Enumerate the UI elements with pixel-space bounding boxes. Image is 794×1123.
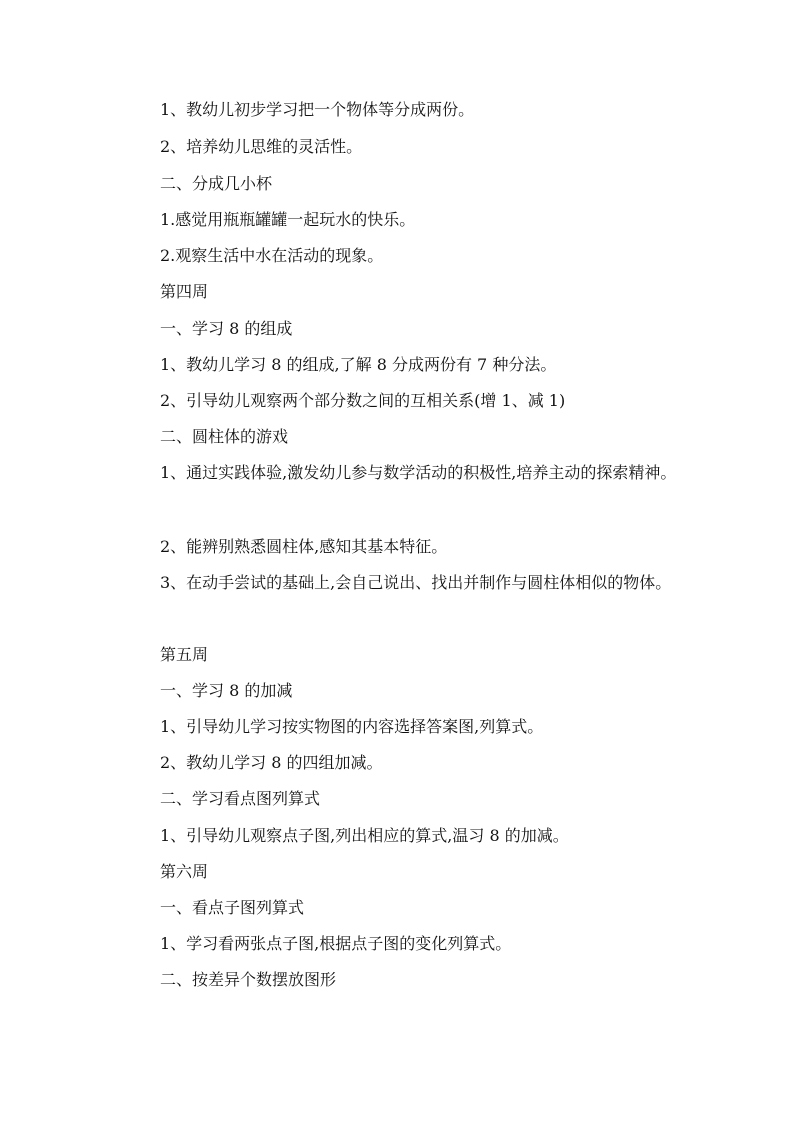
text-line: 2.观察生活中水在活动的现象。 — [160, 246, 384, 265]
week-heading: 第六周 — [160, 862, 209, 881]
section-heading: 一、看点子图列算式 — [160, 898, 305, 917]
section-heading: 二、学习看点图列算式 — [160, 789, 321, 808]
text-paragraph: 1、通过实践体验,激发幼儿参与数学活动的积极性,培养主动的探索精神。 — [160, 463, 677, 482]
text-paragraph: 3、在动手尝试的基础上,会自己说出、找出并制作与圆柱体相似的物体。 — [160, 573, 672, 592]
text-line: 1.感觉用瓶瓶罐罐一起玩水的快乐。 — [160, 210, 416, 229]
text-line: 1、教幼儿初步学习把一个物体等分成两份。 — [160, 100, 475, 119]
week-heading: 第五周 — [160, 645, 209, 664]
week-heading: 第四周 — [160, 282, 209, 301]
text-line: 1、引导幼儿学习按实物图的内容选择答案图,列算式。 — [160, 717, 544, 736]
text-line: 2、教幼儿学习 8 的四组加减。 — [160, 753, 383, 772]
section-heading: 一、学习 8 的组成 — [160, 319, 293, 338]
text-line: 1、教幼儿学习 8 的组成,了解 8 分成两份有 7 种分法。 — [160, 355, 557, 374]
section-heading: 二、圆柱体的游戏 — [160, 427, 289, 446]
section-heading: 二、按差异个数摆放图形 — [160, 970, 337, 989]
section-heading: 二、分成几小杯 — [160, 174, 273, 193]
text-line: 2、能辨别熟悉圆柱体,感知其基本特征。 — [160, 537, 448, 556]
text-line: 2、培养幼儿思维的灵活性。 — [160, 137, 363, 156]
section-heading: 一、学习 8 的加减 — [160, 681, 293, 700]
text-line: 1、学习看两张点子图,根据点子图的变化列算式。 — [160, 934, 512, 953]
text-line: 1、引导幼儿观察点子图,列出相应的算式,温习 8 的加减。 — [160, 826, 569, 845]
text-line: 2、引导幼儿观察两个部分数之间的互相关系(增 1、减 1) — [160, 391, 566, 410]
